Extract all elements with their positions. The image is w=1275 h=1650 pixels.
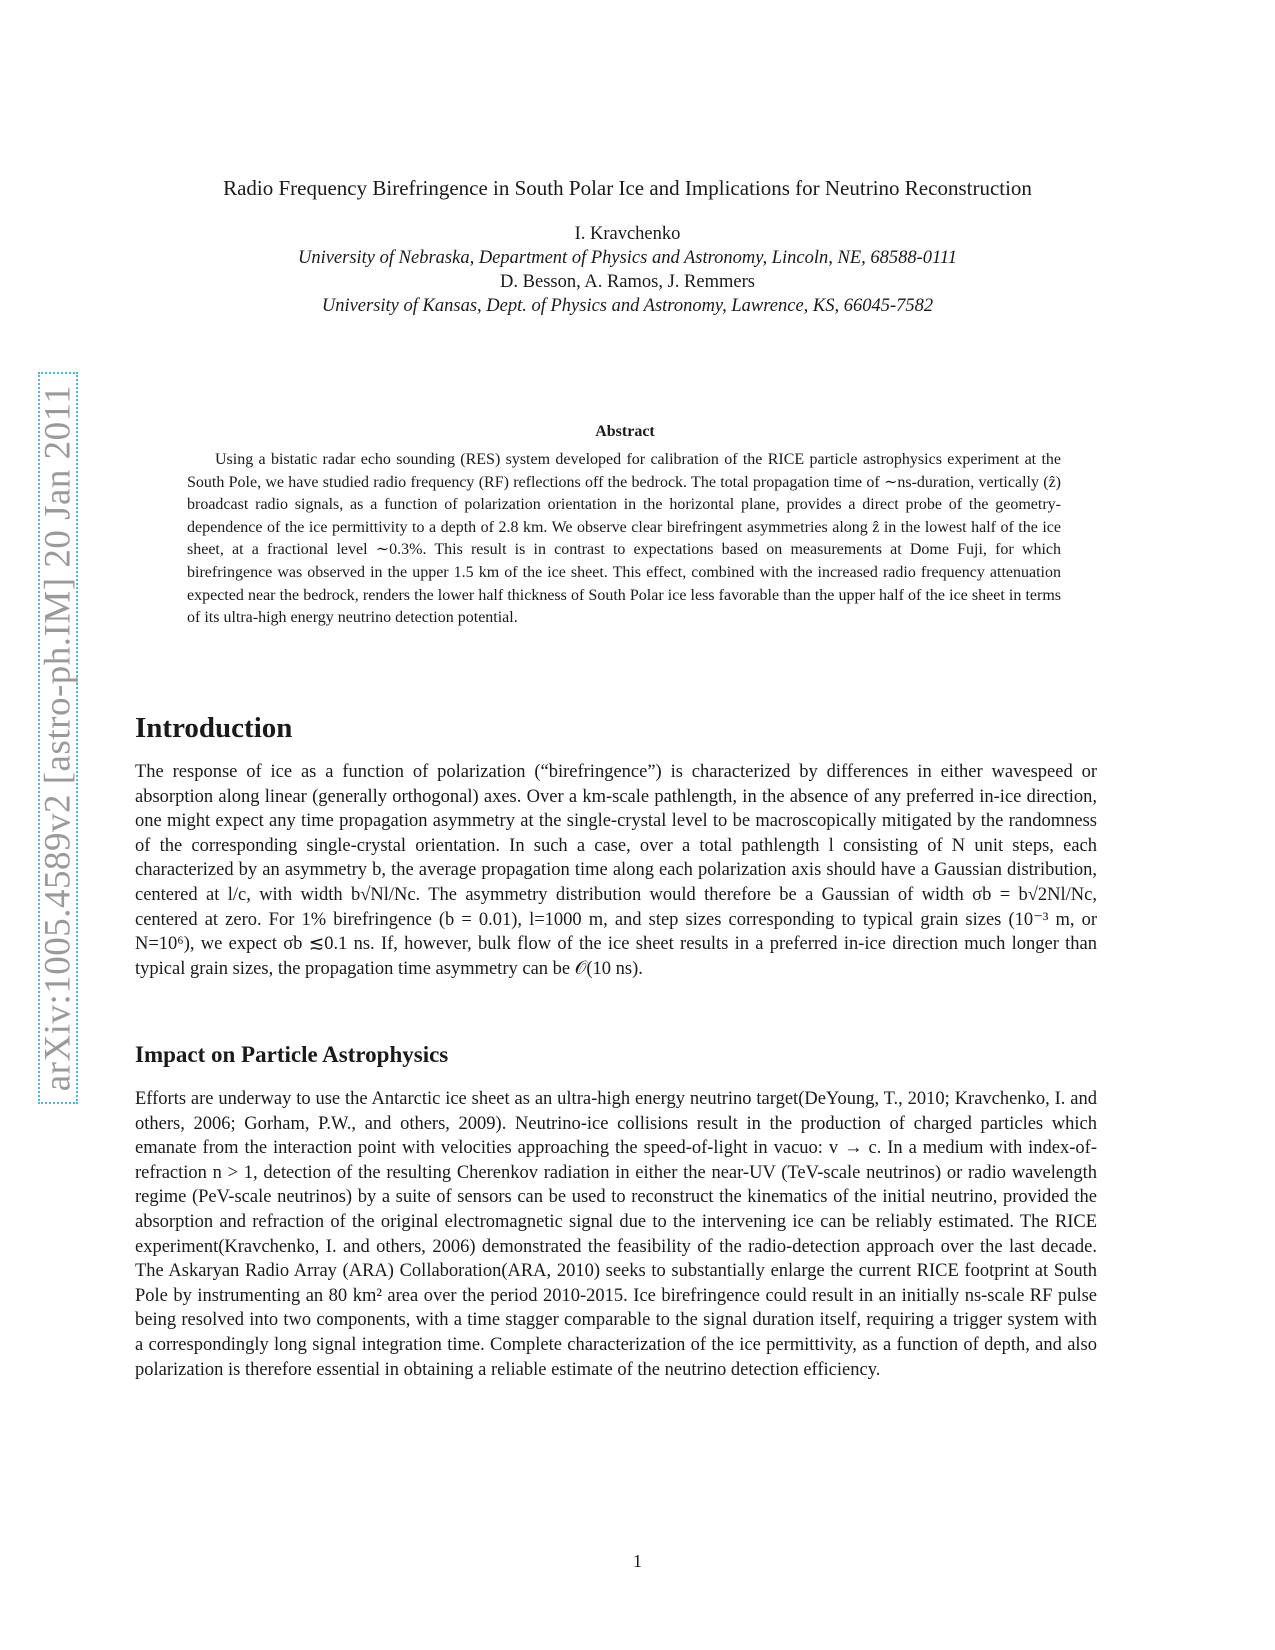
impact-paragraph: Efforts are underway to use the Antarctic ice sheet as an ultra-high energy neutrino target(DeYoung, T., 2010; Kravchenko, I. and others, 2006; Gorham, P.W., and others, 2009). Neutrino-ice collisions result in the production of charged particles which emanate from the interaction point with velocities approaching the speed-of-light in vacuo: v → c. In a medium with index-of-refraction n > 1, detection of the resulting Cherenkov radiation in either the near-UV (TeV-scale neutrinos) or radio wavelength regime (PeV-scale neutrinos) by a suite of sensors can be used to reconstruct the kinematics of the initial neutrino, provided the absorption and refraction of the original electromagnetic signal due to the intervening ice can be reliably estimated. The RICE experiment(Kravchenko, I. and others, 2006) demonstrated the feasibility of the radio-detection approach over the last decade. The Askaryan Radio Array (ARA) Collaboration(ARA, 2010) seeks to substantially enlarge the current RICE footprint at South Pole by instrumenting an 80 km² area over the period 2010-2015. Ice birefringence could result in an initially ns-scale RF pulse being resolved into two components, with a time stagger comparable to the signal duration itself, requiring a trigger system with a correspondingly long signal integration time. Complete characterization of the ice permittivity, as a function of depth, and also polarization is therefore essential in obtaining a reliable estimate of the neutrino detection efficiency.	[135, 1089, 1097, 1380]
introduction-paragraph: The response of ice as a function of polarization (“birefringence”) is characterized by differences in either wavespeed or absorption along linear (generally orthogonal) axes. Over a km-scale pathlength, in the absence of any preferred in-ice direction, one might expect any time propagation asymmetry at the single-crystal level to be macroscopically mitigated by the randomness of the corresponding single-crystal orientation. In such a case, over a total pathlength l consisting of N unit steps, each characterized by an asymmetry b, the average propagation time along each polarization axis should have a Gaussian distribution, centered at l/c, with width b√Nl/Nc. The asymmetry distribution would therefore be a Gaussian of width σb = b√2Nl/Nc, centered at zero. For 1% birefringence (b = 0.01), l=1000 m, and step sizes corresponding to typical grain sizes (10⁻³ m, or N=10⁶), we expect σb ≲0.1 ns. If, however, bulk flow of the ice sheet results in a preferred in-ice direction much longer than typical grain sizes, the propagation time asymmetry can be 𝒪(10 ns).	[135, 762, 1097, 979]
abstract-heading: Abstract	[595, 423, 655, 440]
abstract-text: Using a bistatic radar echo sounding (RES) system developed for calibration of the RICE particle astrophysics experiment at the South Pole, we have studied radio frequency (RF) reflections off the bedrock. The total propagation time of ∼ns-duration, vertically (ẑ) broadcast radio signals, as a function of polarization orientation in the horizontal plane, provides a direct probe of the geometry-dependence of the ice permittivity to a depth of 2.8 km. We observe clear birefringent asymmetries along ẑ in the lowest half of the ice sheet, at a fractional level ∼0.3%. This result is in contrast to expectations based on measurements at Dome Fuji, for which birefringence was observed in the upper 1.5 km of the ice sheet. This effect, combined with the increased radio frequency attenuation expected near the bedrock, renders the lower half thickness of South Polar ice less favorable than the upper half of the ice sheet in terms of its ultra-high energy neutrino detection potential.	[187, 451, 1061, 627]
introduction-heading: Introduction	[135, 712, 293, 744]
impact-heading: Impact on Particle Astrophysics	[135, 1042, 449, 1067]
arxiv-id-text[interactable]: arXiv:1005.4589v2 [astro-ph.IM] 20 Jan 2011	[37, 384, 79, 1092]
affiliation-line-2: University of Kansas, Dept. of Physics and Astronomy, Lawrence, KS, 66045-7582	[321, 296, 934, 316]
arxiv-stamp[interactable]	[38, 372, 78, 1104]
author-line-1: I. Kravchenko	[574, 224, 681, 244]
affiliation-line-1: University of Nebraska, Department of Physics and Astronomy, Lincoln, NE, 68588-0111	[297, 248, 958, 268]
author-line-2: D. Besson, A. Ramos, J. Remmers	[500, 272, 755, 292]
paper-title: Radio Frequency Birefringence in South Polar Ice and Implications for Neutrino Reconstruction	[223, 176, 1032, 200]
page-number: 1	[633, 1551, 642, 1571]
